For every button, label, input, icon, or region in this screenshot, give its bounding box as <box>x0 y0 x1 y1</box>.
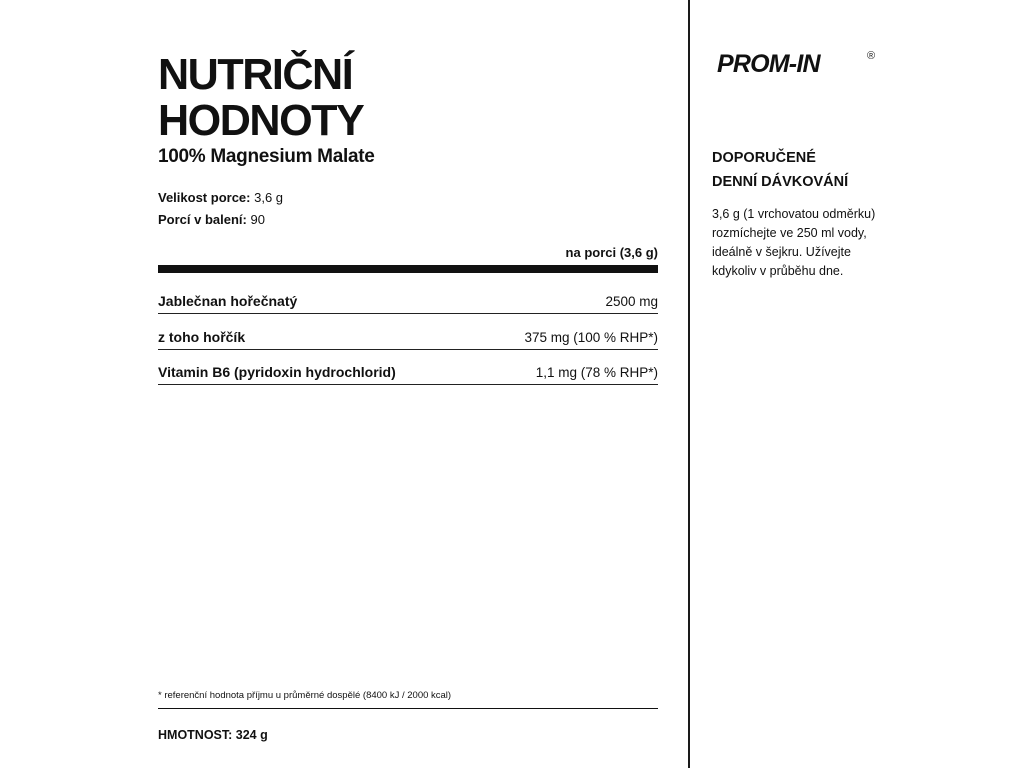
dosage-instructions: 3,6 g (1 vrchovatou odměrku) rozmíchejte ve 250 ml vody, ideálně v šejkru. Užívejte kdykoliv v průběhu dne. <box>712 207 876 278</box>
dosage-heading <box>712 146 892 194</box>
rhp-footnote: * referenční hodnota příjmu u průměrné dospělé (8400 kJ / 2000 kcal) <box>158 690 452 701</box>
page-title-line-1: NUTRIČNÍ <box>158 50 353 99</box>
page-title <box>158 52 363 144</box>
dosage-heading-line-1: DOPORUČENÉ <box>712 150 816 166</box>
servings-per-pack-value: 90 <box>250 212 265 227</box>
nutrient-value: 1,1 mg (78 % RHP*) <box>535 365 658 380</box>
nutrition-panel <box>158 0 658 768</box>
nutrient-name: Vitamin B6 (pyridoxin hydrochlorid) <box>158 364 396 380</box>
nutrient-name: Jablečnan hořečnatý <box>158 293 298 309</box>
serving-size-label: Velikost porce: <box>158 190 251 205</box>
table-header-divider <box>158 265 658 273</box>
table-row <box>158 325 658 350</box>
table-row <box>158 360 658 385</box>
per-serving-header: na porci (3,6 g) <box>565 245 658 260</box>
nutrient-name: z toho hořčík <box>158 329 246 345</box>
table-row <box>158 289 658 314</box>
nutrient-value: 2500 mg <box>605 294 658 309</box>
net-weight: HMOTNOST: 324 g <box>158 728 268 742</box>
serving-size-value: 3,6 g <box>254 190 284 205</box>
brand-logo <box>717 50 876 79</box>
vertical-divider <box>688 0 690 768</box>
brand-logo-text: PROM-IN <box>717 50 820 78</box>
registered-mark: ® <box>867 50 876 62</box>
servings-per-pack <box>158 212 265 227</box>
footer-divider <box>158 708 658 709</box>
dosage-heading-line-2: DENNÍ DÁVKOVÁNÍ <box>712 174 849 190</box>
product-subtitle: 100% Magnesium Malate <box>158 146 375 167</box>
servings-per-pack-label: Porcí v balení: <box>158 212 247 227</box>
serving-size <box>158 190 283 205</box>
page-title-line-2: HODNOTY <box>158 96 364 145</box>
nutrient-value: 375 mg (100 % RHP*) <box>524 330 658 345</box>
